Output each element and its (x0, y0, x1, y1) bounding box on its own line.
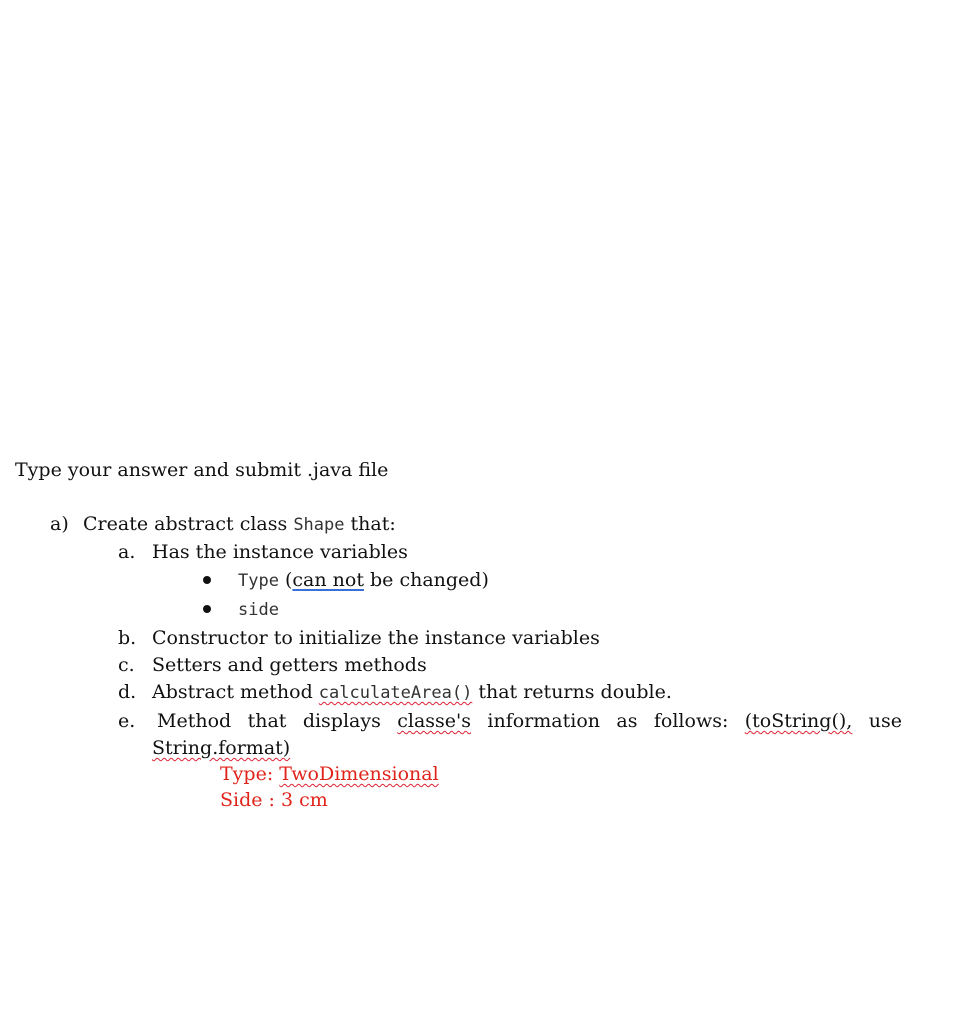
side-variable-code: side (238, 600, 279, 620)
example-type-value: TwoDimensional (279, 763, 439, 785)
bullet-side (238, 597, 279, 622)
page-heading: Type your answer and submit .java file (15, 459, 389, 481)
item-a-text (83, 512, 396, 537)
sub-a-text: Has the instance variables (152, 541, 408, 563)
sub-e-word: displays (302, 710, 381, 732)
example-side-line: Side : 3 cm (220, 789, 328, 811)
sub-e-word: follows: (653, 710, 729, 732)
bullet-dot-icon (203, 576, 211, 584)
bullet-type (238, 568, 489, 593)
sub-e-word: that (247, 710, 287, 732)
sub-e-word: use (868, 710, 902, 732)
bullet-type-pre: ( (278, 569, 293, 591)
example-type-label: Type: (220, 763, 280, 785)
sub-c-marker: c. (118, 654, 135, 676)
can-not-underlined: can not (292, 569, 364, 591)
type-variable-code: Type (238, 571, 279, 591)
sub-d-prefix: Abstract method (152, 681, 319, 703)
sub-e-line-2: String.format) (152, 737, 291, 759)
sub-c-text: Setters and getters methods (152, 654, 427, 676)
sub-d-marker: d. (118, 681, 137, 703)
sub-b-marker: b. (118, 627, 137, 649)
sub-e-word: (toString(), (744, 710, 853, 732)
item-a-marker: a) (50, 513, 69, 535)
sub-d-text (152, 680, 672, 705)
calculate-area-code: calculateArea() (318, 683, 473, 703)
sub-e-marker: e. (118, 710, 136, 732)
item-a-suffix: that: (344, 513, 396, 535)
sub-a-marker: a. (118, 541, 136, 563)
bullet-dot-icon (203, 605, 211, 613)
sub-e-line-1 (157, 709, 902, 733)
sub-e-word: as (616, 710, 638, 732)
item-a-prefix: Create abstract class (83, 513, 294, 535)
sub-e-word: classe's (397, 710, 472, 732)
class-name-code: Shape (293, 515, 345, 535)
sub-e-word: information (487, 710, 601, 732)
sub-d-suffix: that returns double. (472, 681, 672, 703)
bullet-type-post: be changed) (363, 569, 489, 591)
sub-e-word: Method (157, 710, 232, 732)
example-type-line (220, 762, 439, 786)
sub-b-text: Constructor to initialize the instance variables (152, 627, 600, 649)
